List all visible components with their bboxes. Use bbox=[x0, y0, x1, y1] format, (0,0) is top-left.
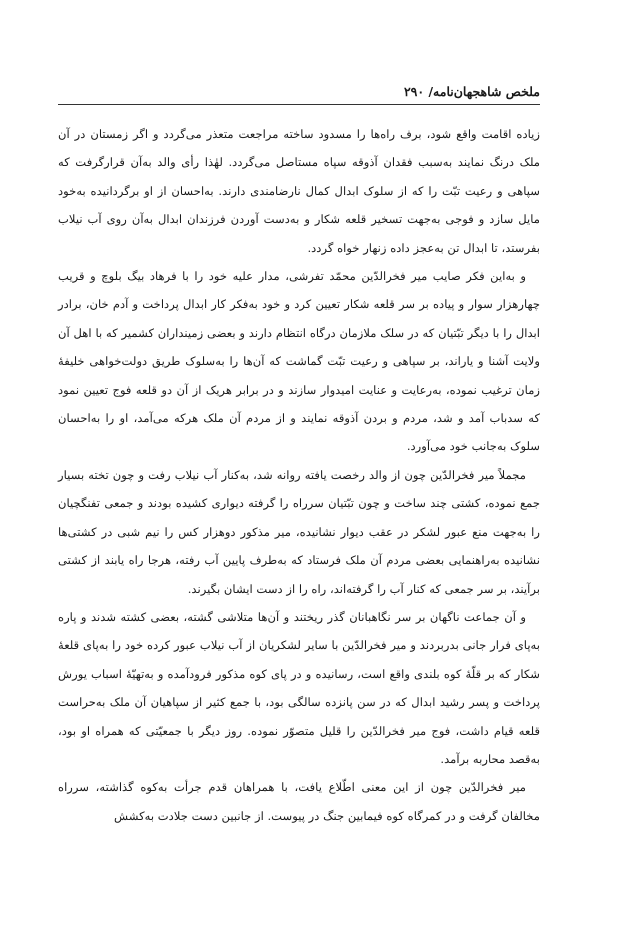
paragraph-1: زیاده اقامت واقع شود، برف راه‌ها را مسدود ساخته مراجعت متعذر می‌گردد و اگر زمستان در آن ملک درنگ نمایند به‌سبب فقدان آذوقه سپاه مستاصل می‌گردد. لهٰذا رأی والد به‌آن قرارگرفت که سپاهی و رعیت تبّت را که از سلوک ابدال کمال نارضامندی دارند. به‌احسان از او برگردانیده به‌خود مایل سازد و فوجی به‌جهت تسخیر قلعه شکار و به‌دست آوردن فرزندان ابدال به‌آن روی آب نیلاب بفرستد، تا ابدال تن به‌عجز داده زنهار خواه گردد. bbox=[58, 127, 540, 255]
paragraph-3: مجملاً میر فخرالدّین چون از والد رخصت یافته روانه شد، به‌کنار آب نیلاب رفت و چون تخته بسیار جمع نموده، کشتی چند ساخت و چون تبّتیان سرراه را گرفته دیواری کشیده بودند و جمعی تفنگچیان را به‌جهت منع عبور لشکر در عقب دیوار نشانیده، میر مذکور دوهزار کس را نیم شبی در کشتی‌ها نشانیده به‌راهنمایی بعضی مردم آن ملک فرستاد که به‌طرف پایین آب رفته، هرجا راه یابند از کشتی برآیند، بر سر جمعی که کنار آب را گرفته‌اند، راه را از دست ایشان بگیرند. bbox=[58, 467, 540, 596]
body-text bbox=[58, 120, 540, 830]
running-title: ملخص شاهجهان‌نامه/ ۲۹۰ bbox=[403, 84, 540, 99]
paragraph-4: و آن جماعت ناگهان بر سر نگاهبانان گذر ریختند و آن‌ها متلاشی گشته، بعضی کشته شدند و پاره به‌پای فرار جانی بدربردند و میر فخرالدّین با سایر لشکریان از آب نیلاب عبور کرده خود را به‌پای قلعهٔ شکار که بر قلّهٔ کوه بلندی واقع است، رسانیده و در پای کوه مذکور فرودآمده و به‌تهیّهٔ اسباب یورش پرداخت و پسر رشید ابدال که در سن پانزده سالگی بود، با جمع کثیر از سپاهیان آن ملک به‌حراست قلعه قیام داشت، فوج میر فخرالدّین را قلیل متصوّر نموده. روز دیگر با جمعیّتی که همراه او بود، به‌قصد محاربه برآمد. bbox=[58, 609, 540, 766]
paragraph-5: میر فخرالدّین چون از این معنی اطّلاع یافت، با همراهان قدم جرأت به‌کوه گذاشته، سرراه مخالفان گرفت و در کمرگاه کوه فیمابین جنگ در پیوست. از جانبین دست جلادت به‌کشش bbox=[58, 780, 540, 823]
paragraph-2: و به‌این فکر صایب میر فخرالدّین محمّد تفرشی، مدار علیه خود را با فرهاد بیگ بلوچ و قریب چهارهزار سوار و پیاده بر سر قلعه شکار تعیین کرد و خود به‌فکر کار ابدال پرداخت و آدم خان، برادر ابدال را با دیگر تبّتیان که در سلک ملازمان درگاه انتظام دارند و بعضی زمینداران کشمیر که با اهل آن ولایت آشنا و یاراند، بر سپاهی و رعیت تبّت گماشت که آن‌ها را به‌سلوک طریق دولت‌خواهی خلیفهٔ زمان ترغیب نموده، به‌رعایت و عنایت امیدوار سازند و در برابر هریک از آن دو قلعه فوج تعیین نمود که سدباب آمد و شد، مردم و بردن آذوقه نمایند و از مردم آن ملک هرکه می‌آمد، او را به‌احسان سلوک به‌جانب خود می‌آورد. bbox=[58, 269, 540, 454]
running-header bbox=[58, 82, 540, 105]
